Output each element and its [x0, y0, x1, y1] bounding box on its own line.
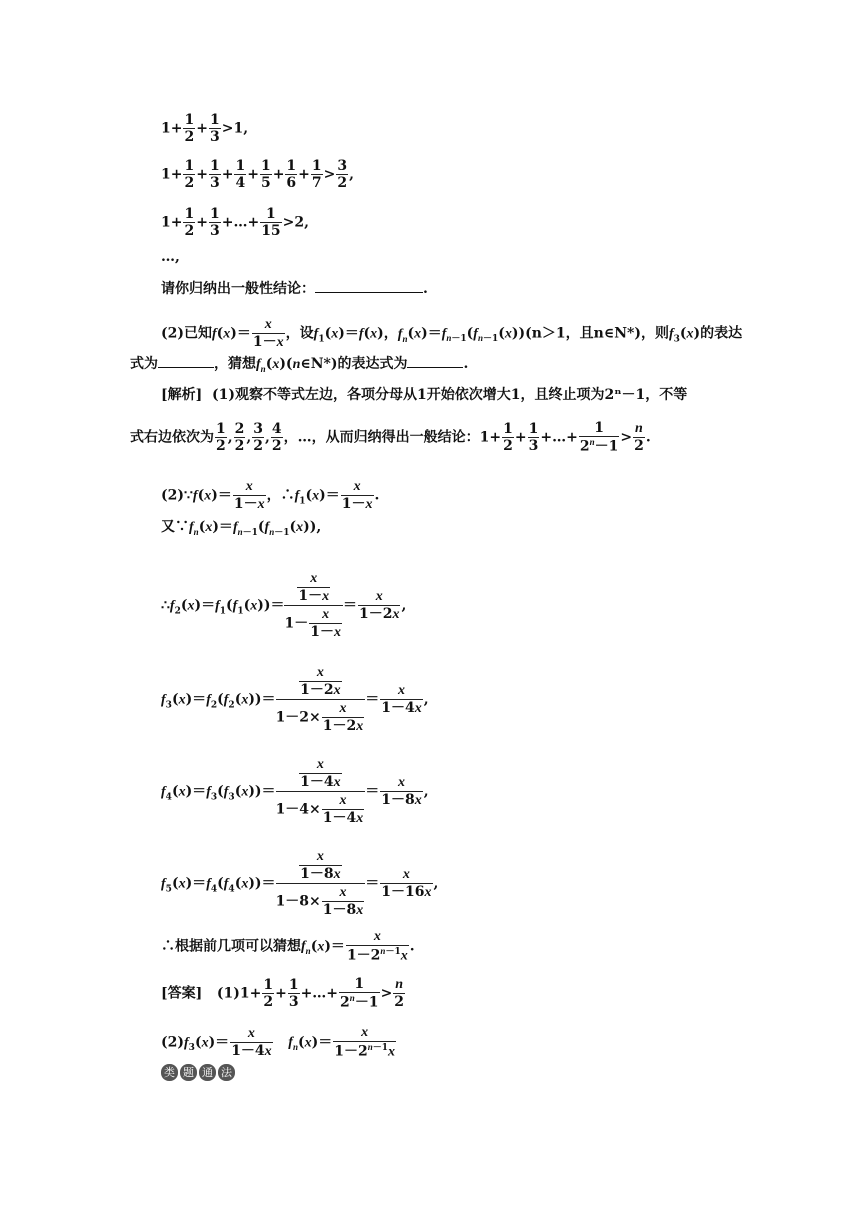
prompt-line: 请你归纳出一般性结论： . [161, 281, 428, 297]
analysis-line-1 [161, 388, 687, 402]
answer-line-2: $(2)f_3(x)=$ $\frac{x}{1-4x}$ $f_n(x)=$ $\frac{x}{1-2^{n-1}x}$ [161, 1025, 395, 1060]
answer-blank-2 [158, 366, 214, 368]
q2-line2-a: 式为 [130, 356, 158, 372]
recurrence-line: 又$\because f_n(x)=f_{n-1}(f_{n-1}(x))$, [161, 519, 322, 538]
q2-part1: (2)已知 [161, 325, 212, 342]
f4-derivation: $f_4(x)=f_3(f_3(x))=$ $\frac{x}{1-4x}$ 1－4× $\frac{x}{1-4x}$ ＝ $\frac{x}{1-8x}$ , [161, 757, 429, 827]
answer-label: [答案] [161, 985, 203, 1002]
since-label: (2)∵ [161, 487, 193, 504]
inequality-line-2: 1+ $\frac{1}{2}$ + $\frac{1}{3}$ + $\frac{1}{4}$ + $\frac{1}{5}$ + $\frac{1}{6}$ + $\frac{1}{7}$ > $\frac{3}{2}$ , [161, 158, 355, 192]
answer-blank-3 [407, 366, 463, 368]
badge-char-4: 法 [218, 1064, 235, 1081]
analysis-label: [解析] [161, 387, 203, 403]
analysis-text-2b: ，…，从而归纳得出一般结论： [283, 429, 480, 446]
section-badge [161, 1064, 235, 1081]
badge-char-1: 类 [161, 1064, 178, 1081]
q2-part2: ，设 [285, 325, 314, 342]
analysis-f-def: (2)∵f(x)＝ $\frac{x}{1-x}$ ，$\therefore f_1(x)=$ $\frac{x}{1-x}$ . [161, 479, 380, 513]
analysis-text-2a: 式右边依次为 [130, 429, 214, 446]
q2-part4: 的表达 [700, 325, 743, 342]
prompt-text: 请你归纳出一般性结论： [161, 281, 315, 297]
again-label: 又∵ [161, 519, 189, 535]
f2-derivation: $\therefore f_2(x)=f_1(f_1(x))=$ $\frac{x}{1-x}$ 1－ $\frac{x}{1-x}$ ＝ $\frac{x}{1-2x}$ , [161, 571, 407, 641]
f3-derivation: $f_3(x)=f_2(f_2(x))=$ $\frac{x}{1-2x}$ 1－2× $\frac{x}{1-2x}$ ＝ $\frac{x}{1-4x}$ , [161, 665, 429, 735]
question-2-line-2: 式为 ，猜想$f_n(x)(n\in N*)$的表达式为 . [130, 356, 469, 374]
q2-line2-b: ，猜想 [214, 356, 256, 372]
f5-derivation: $f_5(x)=f_4(f_4(x))=$ $\frac{x}{1-8x}$ 1－8× $\frac{x}{1-8x}$ ＝ $\frac{x}{1-16x}$ , [161, 849, 439, 919]
answer-line-1: [答案] (1)1+ $\frac{1}{2}$ + $\frac{1}{3}$ +…+ $\frac{1}{2^n-1}$ > $\frac{n}{2}$ [161, 976, 405, 1011]
inequality-line-3: 1+ $\frac{1}{2}$ + $\frac{1}{3}$ +…+ $\frac{1}{15}$ >2, [161, 206, 310, 240]
ellipsis-line: …, [161, 249, 180, 265]
conclusion-text: ∴根据前几项可以猜想 [161, 938, 301, 955]
analysis-line-2: 式右边依次为 $\frac{1}{2}$ , $\frac{2}{2}$ , $\frac{3}{2}$ , $\frac{4}{2}$ ，…，从而归纳得出一般结论：1+ $\frac{1}{2}$ + $\frac{1}{3}$ +…+ $\frac{1}{2^n-1}$ > $\frac{n}{2}$ . [130, 420, 651, 455]
inequality-line-1: 1+ $\frac{1}{2}$ + $\frac{1}{3}$ >1, [161, 112, 249, 146]
q2-part3: (n＞1，且n∈N*)，则 [525, 325, 669, 342]
badge-char-2: 题 [180, 1064, 197, 1081]
analysis-text-1: (1)观察不等式左边，各项分母从1开始依次增大1，且终止项为2ⁿ－1，不等 [212, 387, 688, 403]
question-2-line-1: (2)已知f(x)＝ $\frac{x}{1-x}$ ，设$f_1(x)=f(x)$，$f_n(x)=f_{n-1}(f_{n-1}(x))(n>1$，且n∈N*)，则$f_3(x)$的表达 [161, 317, 743, 351]
conclusion-line: ∴根据前几项可以猜想$f_n(x)=$ $\frac{x}{1-2^{n-1}x}$ . [161, 929, 415, 964]
q2-line2-c: 的表达式为 [337, 356, 408, 372]
answer-blank-1 [315, 291, 423, 293]
badge-char-3: 通 [199, 1064, 216, 1081]
